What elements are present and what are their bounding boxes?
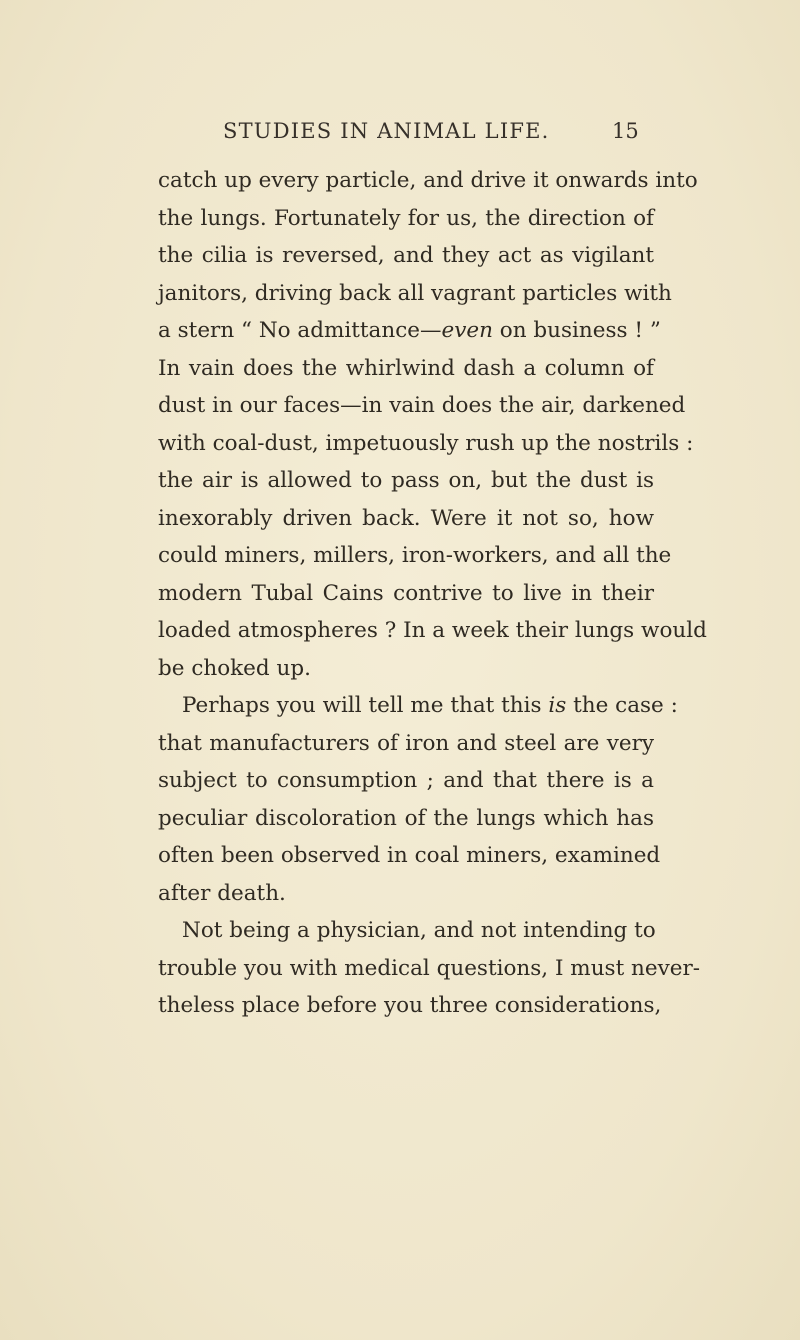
text-line: theless place before you three considerations,: [158, 993, 662, 1018]
text-line: loaded atmospheres ? In a week their lungs would: [158, 618, 707, 643]
text-segment: the case :: [566, 693, 678, 718]
text-line: subject to consumption ; and that there is a: [158, 768, 654, 793]
text-line: Not being a physician, and not intending to: [182, 918, 656, 943]
text-line: [158, 313, 661, 349]
text-line: dust in our faces—in vain does the air, darkened: [158, 393, 686, 418]
italic-word: even: [441, 318, 493, 343]
text-line: be choked up.: [158, 655, 311, 681]
text-line: the air is allowed to pass on, but the dust is: [158, 468, 654, 493]
text-line: In vain does the whirlwind dash a column of: [158, 355, 654, 381]
text-line: often been observed in coal miners, examined: [158, 843, 661, 868]
text-line: peculiar discoloration of the lungs which has: [158, 805, 654, 831]
text-line: [182, 688, 678, 724]
text-segment: on business ! ”: [492, 318, 661, 343]
text-line: inexorably driven back. Were it not so, how: [158, 505, 654, 531]
page-number: 15: [612, 119, 639, 143]
text-line: the lungs. Fortunately for us, the direction of: [158, 205, 654, 231]
text-line: after death.: [158, 880, 286, 906]
text-line: modern Tubal Cains contrive to live in their: [158, 580, 654, 606]
running-title: STUDIES IN ANIMAL LIFE.: [223, 119, 550, 143]
text-line: the cilia is reversed, and they act as vigilant: [158, 243, 654, 268]
text-line: trouble you with medical questions, I must never-: [158, 955, 701, 981]
text-line: could miners, millers, iron-workers, and all the: [158, 543, 672, 568]
text-line: with coal-dust, impetuously rush up the nostrils :: [158, 430, 694, 456]
text-segment: Perhaps you will tell me that this: [182, 693, 542, 718]
italic-word: is: [548, 693, 567, 718]
text-line: catch up every particle, and drive it onwards into: [158, 168, 698, 193]
text-line: janitors, driving back all vagrant particles with: [158, 280, 672, 306]
text-segment: a stern “ No admittance—: [158, 318, 442, 343]
running-head: [0, 116, 800, 146]
text-line: that manufacturers of iron and steel are very: [158, 730, 654, 756]
